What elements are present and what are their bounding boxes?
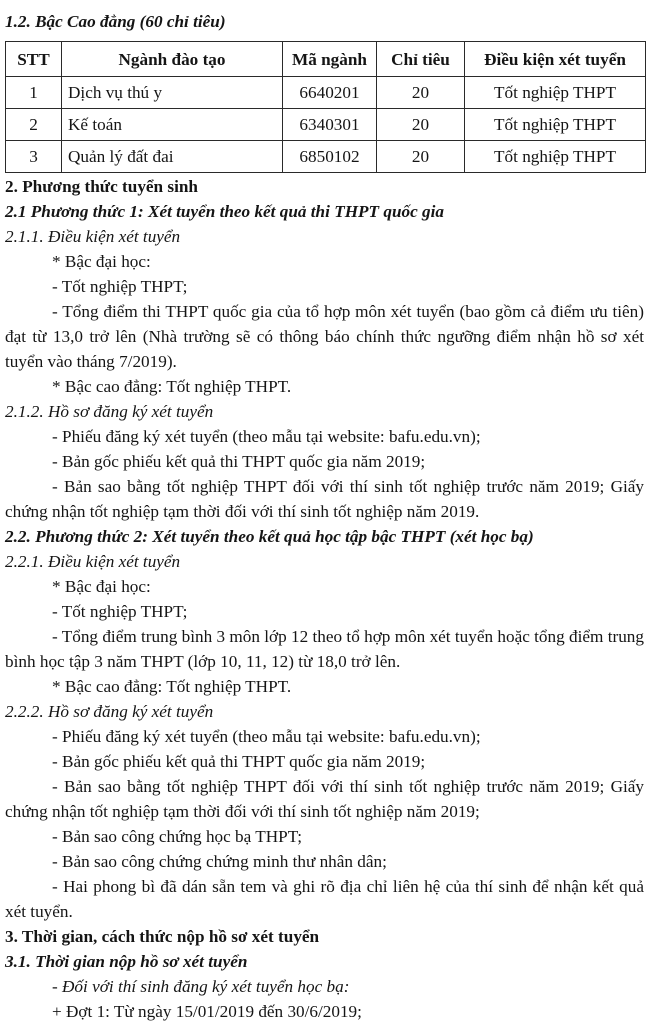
header-condition: Điều kiện xét tuyển xyxy=(465,42,646,77)
method-1-condition-item: - Tổng điểm thi THPT quốc gia của tổ hợp môn xét tuyển (bao gồm cả điểm ưu tiên) đạt từ 13,0 trở lên (Nhà trường sẽ có thông báo chính thức ngưỡng điểm nhận hồ sơ xét tuyển vào tháng 7/2019). xyxy=(5,302,644,371)
table-row xyxy=(6,141,646,173)
method-2-title: 2.2. Phương thức 2: Xét tuyển theo kết quả học tập bậc THPT (xét học bạ) xyxy=(5,527,534,546)
method-2-condition-item: - Tốt nghiệp THPT; xyxy=(52,602,188,621)
table-row xyxy=(6,77,646,109)
college-programs-table xyxy=(5,41,646,173)
method-2-conditions-title: 2.2.1. Điều kiện xét tuyển xyxy=(5,552,181,571)
cell-stt: 3 xyxy=(6,141,62,173)
header-code: Mã ngành xyxy=(283,42,377,77)
cell-code: 6340301 xyxy=(283,109,377,141)
cell-stt: 1 xyxy=(6,77,62,109)
method-2-condition-item: - Tổng điểm trung bình 3 môn lớp 12 theo tổ hợp môn xét tuyển hoặc tổng điểm trung bình học tập 3 năm THPT (lớp 10, 11, 12) từ 18,0 trở lên. xyxy=(5,627,644,671)
cell-code: 6640201 xyxy=(283,77,377,109)
method-1-document-item: - Phiếu đăng ký xét tuyển (theo mẫu tại website: bafu.edu.vn); xyxy=(52,427,481,446)
cell-quota: 20 xyxy=(377,109,465,141)
method-1-university-label: * Bậc đại học: xyxy=(52,252,151,271)
method-1-condition-item: - Tốt nghiệp THPT; xyxy=(52,277,188,296)
method-1-document-item: - Bản sao bằng tốt nghiệp THPT đối với thí sinh tốt nghiệp trước năm 2019; Giấy chứng nhận tốt nghiệp tạm thời đối với thí sinh tốt nghiệp năm 2019. xyxy=(5,477,644,521)
method-1-title: 2.1 Phương thức 1: Xét tuyển theo kết quả thi THPT quốc gia xyxy=(5,202,444,221)
cell-stt: 2 xyxy=(6,109,62,141)
section-3-1-title: 3.1. Thời gian nộp hồ sơ xét tuyển xyxy=(5,952,248,971)
section-3-title: 3. Thời gian, cách thức nộp hồ sơ xét tuyển xyxy=(5,927,320,946)
section-2-title: 2. Phương thức tuyển sinh xyxy=(5,177,198,196)
cell-condition: Tốt nghiệp THPT xyxy=(465,109,646,141)
method-2-document-item: - Bản gốc phiếu kết quả thi THPT quốc gia năm 2019; xyxy=(52,752,426,771)
method-2-document-item: - Phiếu đăng ký xét tuyển (theo mẫu tại website: bafu.edu.vn); xyxy=(52,727,481,746)
header-quota: Chỉ tiêu xyxy=(377,42,465,77)
cell-code: 6850102 xyxy=(283,141,377,173)
header-stt: STT xyxy=(6,42,62,77)
section-3-1-round: + Đợt 1: Từ ngày 15/01/2019 đến 30/6/2019; xyxy=(52,1002,362,1021)
method-1-documents-title: 2.1.2. Hồ sơ đăng ký xét tuyển xyxy=(5,402,214,421)
method-1-document-item: - Bản gốc phiếu kết quả thi THPT quốc gia năm 2019; xyxy=(52,452,426,471)
method-2-document-item: - Bản sao công chứng học bạ THPT; xyxy=(52,827,303,846)
method-2-college-condition: * Bậc cao đẳng: Tốt nghiệp THPT. xyxy=(52,677,292,696)
method-2-document-item: - Bản sao bằng tốt nghiệp THPT đối với thí sinh tốt nghiệp trước năm 2019; Giấy chứng nhận tốt nghiệp tạm thời đối với thí sinh tốt nghiệp năm 2019; xyxy=(5,777,644,821)
method-2-document-item: - Hai phong bì đã dán sẵn tem và ghi rõ địa chỉ liên hệ của thí sinh để nhận kết quả xét tuyển. xyxy=(5,877,644,921)
cell-program: Kế toán xyxy=(62,109,283,141)
section-3-1-target: - Đối với thí sinh đăng ký xét tuyển học bạ: xyxy=(52,977,350,996)
method-1-conditions-title: 2.1.1. Điều kiện xét tuyển xyxy=(5,227,181,246)
table-row xyxy=(6,109,646,141)
method-2-university-label: * Bậc đại học: xyxy=(52,577,151,596)
cell-program: Quản lý đất đai xyxy=(62,141,283,173)
document-page xyxy=(5,9,644,1024)
section-1-2-title: 1.2. Bậc Cao đẳng (60 chỉ tiêu) xyxy=(5,12,226,31)
cell-condition: Tốt nghiệp THPT xyxy=(465,141,646,173)
cell-quota: 20 xyxy=(377,141,465,173)
header-program: Ngành đào tạo xyxy=(62,42,283,77)
method-2-document-item: - Bản sao công chứng chứng minh thư nhân dân; xyxy=(52,852,387,871)
method-1-college-condition: * Bậc cao đẳng: Tốt nghiệp THPT. xyxy=(52,377,292,396)
table-header-row xyxy=(6,42,646,77)
method-2-documents-title: 2.2.2. Hồ sơ đăng ký xét tuyển xyxy=(5,702,214,721)
cell-quota: 20 xyxy=(377,77,465,109)
cell-program: Dịch vụ thú y xyxy=(62,77,283,109)
cell-condition: Tốt nghiệp THPT xyxy=(465,77,646,109)
